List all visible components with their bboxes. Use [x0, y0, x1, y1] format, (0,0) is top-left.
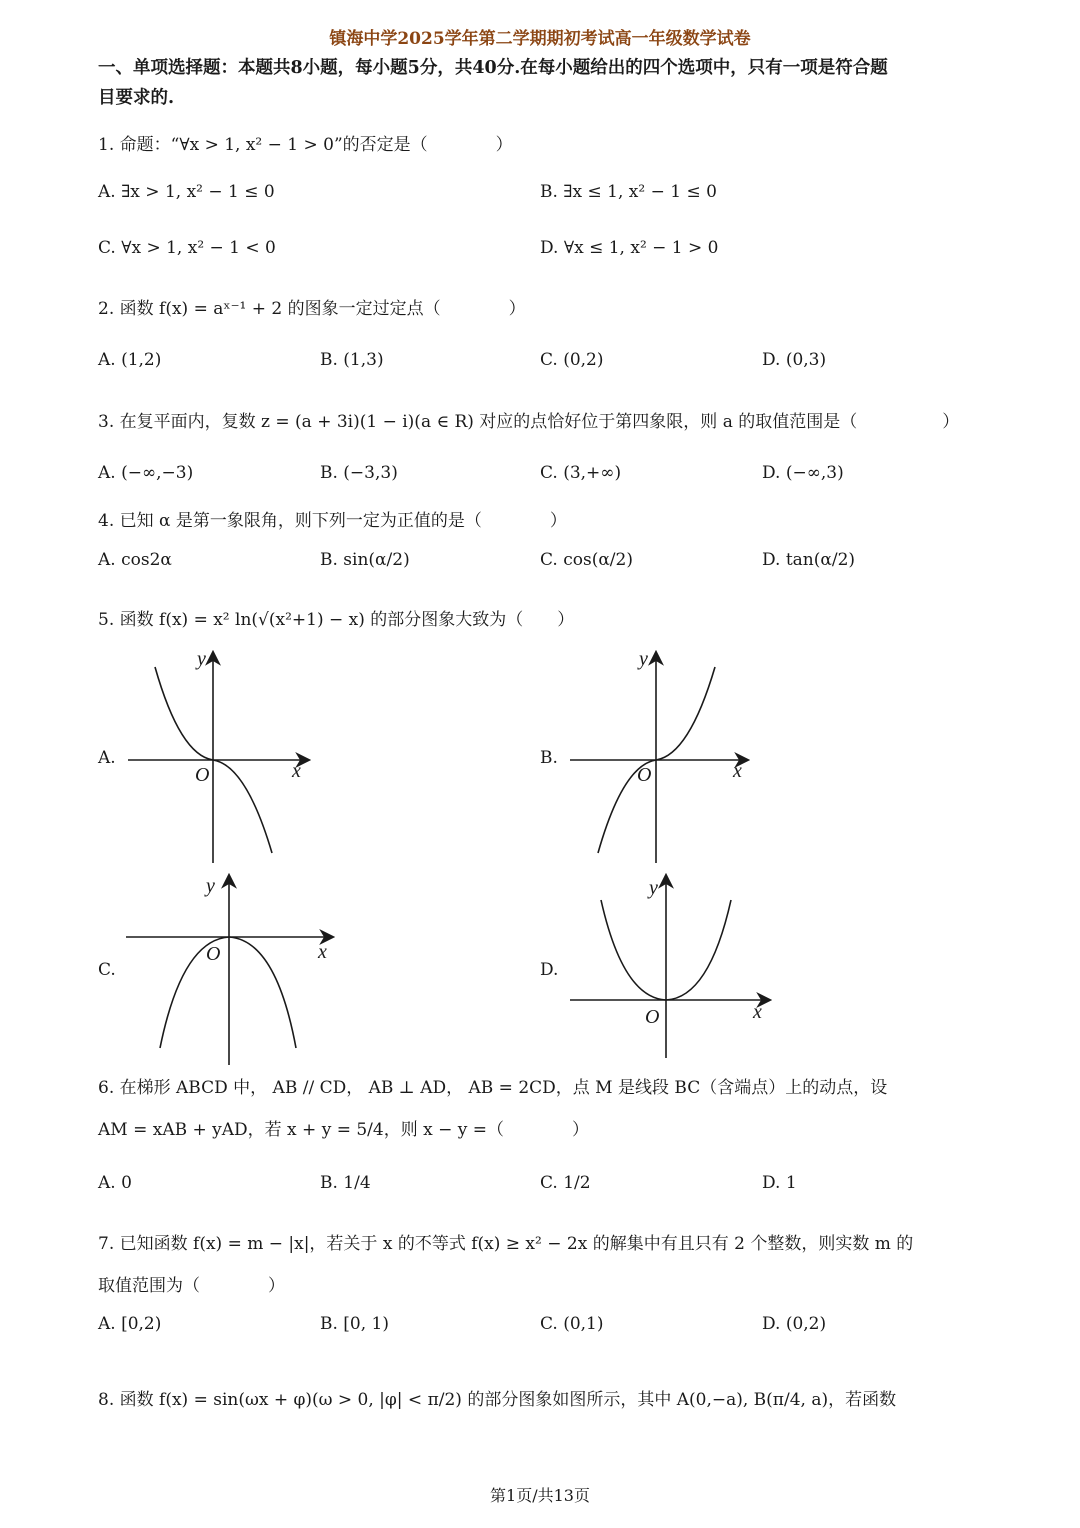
- q7-option-c[interactable]: C. (0,1): [540, 1314, 604, 1334]
- q4-option-a[interactable]: A. cos2α: [98, 550, 172, 570]
- q6-option-b[interactable]: B. 1/4: [320, 1173, 371, 1193]
- origin-label: O: [206, 943, 221, 965]
- q2-option-d[interactable]: D. (0,3): [762, 350, 827, 370]
- q3-option-b[interactable]: B. (−3,3): [320, 463, 398, 483]
- y-label: y: [639, 648, 648, 670]
- q2-option-c[interactable]: C. (0,2): [540, 350, 604, 370]
- curve: [160, 937, 296, 1048]
- question-1-stem: 1. 命题：“∀x > 1, x² − 1 > 0”的否定是（ ）: [98, 135, 513, 155]
- q4-option-c[interactable]: C. cos(α/2): [540, 550, 633, 570]
- y-label: y: [649, 877, 658, 899]
- q4-option-d[interactable]: D. tan(α/2): [762, 550, 856, 570]
- question-3-stem: 3. 在复平面内，复数 z = (a + 3i)(1 − i)(a ∈ R) 对应的点恰好位于第四象限，则 a 的取值范围是（ ）: [98, 412, 960, 432]
- origin-label: O: [637, 764, 652, 786]
- origin-label: O: [645, 1006, 660, 1028]
- question-5-stem: 5. 函数 f(x) = x² ln(√(x²+1) − x) 的部分图象大致为（ ）: [98, 610, 575, 630]
- q5-graph-c[interactable]: [120, 870, 340, 1070]
- q2-option-b[interactable]: B. (1,3): [320, 350, 384, 370]
- question-7-stem: 7. 已知函数 f(x) = m − |x|，若关于 x 的不等式 f(x) ≥ x² − 2x 的解集中有且只有 2 个整数，则实数 m 的: [98, 1234, 914, 1254]
- q3-option-c[interactable]: C. (3,+∞): [540, 463, 622, 483]
- x-label: x: [733, 760, 742, 782]
- x-label: x: [318, 941, 327, 963]
- q5-graph-a[interactable]: [120, 645, 320, 870]
- q4-option-b[interactable]: B. sin(α/2): [320, 550, 410, 570]
- q5-option-d-label[interactable]: D.: [540, 960, 559, 980]
- question-8-stem: 8. 函数 f(x) = sin(ωx + φ)(ω > 0, |φ| < π/2) 的部分图象如图所示，其中 A(0,−a), B(π/4, a)，若函数: [98, 1390, 897, 1410]
- y-label: y: [206, 875, 215, 897]
- q7-option-b[interactable]: B. [0, 1): [320, 1314, 390, 1334]
- y-label: y: [197, 648, 206, 670]
- origin-label: O: [195, 764, 210, 786]
- question-7-stem-cont: 取值范围为（ ）: [98, 1276, 285, 1296]
- q6-option-d[interactable]: D. 1: [762, 1173, 797, 1193]
- page-number: 第1页/共13页: [490, 1486, 590, 1505]
- q5-option-c-label[interactable]: C.: [98, 960, 116, 980]
- q3-option-a[interactable]: A. (−∞,−3): [98, 463, 194, 483]
- q5-option-a-label[interactable]: A.: [98, 748, 116, 768]
- q5-graph-d[interactable]: [565, 870, 775, 1070]
- q1-option-c[interactable]: C. ∀x > 1, x² − 1 < 0: [98, 238, 276, 258]
- question-4-stem: 4. 已知 α 是第一象限角，则下列一定为正值的是（ ）: [98, 511, 567, 531]
- section-instructions: 一、单项选择题：本题共8小题，每小题5分，共40分.在每小题给出的四个选项中，只有一项是符合题: [98, 58, 888, 78]
- x-label: x: [753, 1001, 762, 1023]
- q7-option-d[interactable]: D. (0,2): [762, 1314, 827, 1334]
- q6-option-a[interactable]: A. 0: [98, 1173, 132, 1193]
- q2-option-a[interactable]: A. (1,2): [98, 350, 162, 370]
- q6-option-c[interactable]: C. 1/2: [540, 1173, 591, 1193]
- question-6-stem: 6. 在梯形 ABCD 中， AB // CD， AB ⊥ AD， AB = 2CD，点 M 是线段 BC（含端点）上的动点，设: [98, 1078, 888, 1098]
- question-6-stem-cont: AM = xAB + yAD，若 x + y = 5/4，则 x − y =（ ）: [98, 1120, 590, 1140]
- q3-option-d[interactable]: D. (−∞,3): [762, 463, 844, 483]
- x-label: x: [292, 760, 301, 782]
- q7-option-a[interactable]: A. [0,2): [98, 1314, 162, 1334]
- section-instructions-cont: 目要求的.: [98, 88, 175, 108]
- q5-option-b-label[interactable]: B.: [540, 748, 558, 768]
- question-2-stem: 2. 函数 f(x) = aˣ⁻¹ + 2 的图象一定过定点（ ）: [98, 299, 526, 319]
- q1-option-b[interactable]: B. ∃x ≤ 1, x² − 1 ≤ 0: [540, 182, 717, 202]
- q1-option-d[interactable]: D. ∀x ≤ 1, x² − 1 > 0: [540, 238, 719, 258]
- q1-option-a[interactable]: A. ∃x > 1, x² − 1 ≤ 0: [98, 182, 275, 202]
- exam-title: 镇海中学2025学年第二学期期初考试高一年级数学试卷: [329, 29, 751, 49]
- q5-graph-b[interactable]: [565, 645, 765, 870]
